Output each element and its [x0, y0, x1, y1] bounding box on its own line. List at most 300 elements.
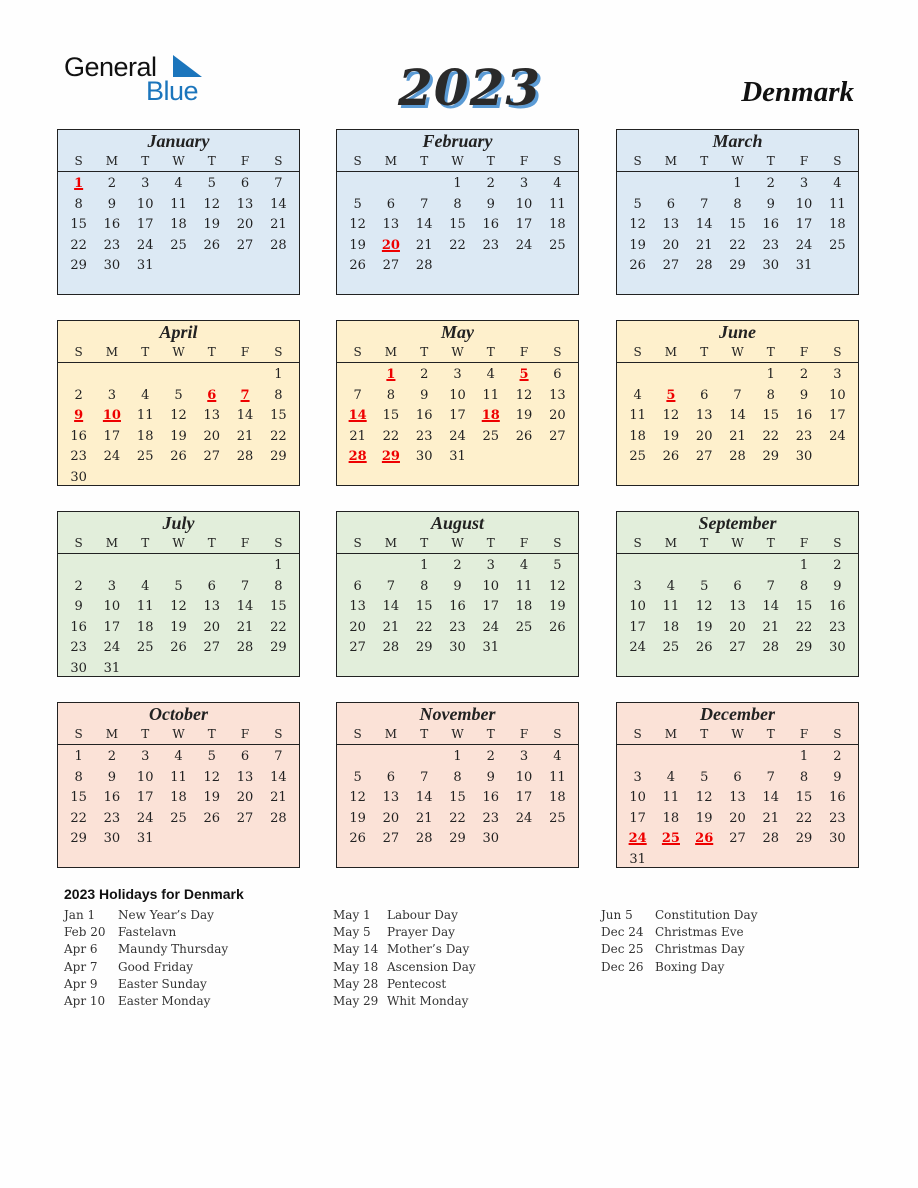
day-cell: 4	[666, 578, 676, 594]
empty-day-cell	[821, 447, 854, 468]
day-cell: 2	[486, 749, 495, 764]
holiday-name: Christmas Eve	[655, 925, 744, 940]
holiday-name: Good Friday	[118, 959, 194, 974]
empty-day-cell	[62, 365, 95, 386]
empty-day-cell	[162, 829, 195, 850]
weekday-header-row	[337, 343, 578, 363]
day-cell: 10	[829, 387, 846, 403]
weekday-label: W	[172, 727, 185, 741]
day-cell: 25	[662, 640, 680, 656]
weekday-label: T	[700, 154, 709, 168]
day-cell: 4	[553, 176, 562, 191]
day-cell: 20	[549, 408, 566, 424]
day-grid	[58, 363, 299, 489]
day-cell: 26	[629, 258, 646, 274]
empty-day-cell	[162, 556, 195, 577]
day-cell: 5	[207, 749, 216, 764]
day-cell: 20	[236, 217, 254, 233]
day-cell: 17	[515, 217, 533, 233]
week-row	[58, 597, 299, 618]
empty-day-cell	[95, 468, 128, 489]
empty-day-cell	[654, 174, 687, 195]
day-cell: 23	[829, 810, 846, 826]
holiday-day-cell: 14	[348, 408, 367, 424]
weekday-label: T	[486, 727, 495, 741]
week-row	[58, 659, 299, 680]
weekday-label: F	[799, 536, 809, 550]
day-grid	[58, 554, 299, 680]
day-cell: 24	[136, 810, 154, 826]
week-row	[617, 809, 858, 830]
weekday-label: S	[633, 154, 642, 168]
month-december	[616, 702, 859, 868]
empty-day-cell	[654, 365, 687, 386]
day-cell: 2	[420, 367, 429, 382]
day-cell: 21	[236, 428, 254, 444]
day-cell: 9	[420, 387, 429, 403]
holiday-date: Jan 1	[64, 908, 96, 922]
day-cell: 11	[662, 790, 680, 806]
day-cell: 15	[795, 599, 813, 615]
weekday-label: F	[799, 154, 809, 168]
weekday-label: W	[172, 345, 185, 359]
day-cell: 13	[695, 408, 713, 424]
holiday-date: Jun 5	[601, 908, 633, 922]
holiday-item	[333, 924, 476, 941]
day-cell: 14	[270, 196, 287, 212]
day-cell: 12	[170, 599, 187, 615]
weekday-header-row	[58, 725, 299, 745]
day-cell: 2	[107, 749, 117, 764]
day-cell: 3	[486, 558, 495, 573]
day-cell: 19	[549, 599, 566, 615]
day-cell: 15	[449, 790, 466, 806]
day-cell: 3	[107, 578, 117, 594]
day-cell: 6	[207, 578, 216, 594]
day-cell: 26	[170, 449, 187, 465]
day-cell: 5	[633, 196, 642, 212]
week-row	[58, 577, 299, 598]
weekday-label: T	[141, 536, 150, 550]
day-cell: 10	[629, 790, 646, 806]
day-cell: 2	[453, 558, 462, 573]
weekday-label: F	[799, 727, 809, 741]
holiday-date: Dec 24	[601, 925, 644, 940]
day-cell: 11	[549, 196, 566, 212]
weekday-header-row	[337, 534, 578, 554]
day-cell: 29	[795, 831, 813, 847]
weekday-label: S	[553, 154, 562, 168]
day-cell: 19	[695, 619, 713, 635]
day-cell: 8	[274, 387, 283, 403]
day-cell: 14	[415, 790, 433, 806]
day-grid	[617, 554, 858, 659]
weekday-label: F	[519, 536, 529, 550]
day-cell: 23	[415, 428, 433, 444]
weekday-label: T	[700, 536, 709, 550]
holiday-day-cell: 5	[666, 387, 676, 403]
day-cell: 30	[482, 831, 500, 847]
day-cell: 19	[203, 217, 221, 233]
day-cell: 26	[203, 810, 221, 826]
day-cell: 24	[136, 237, 154, 253]
week-row	[337, 236, 578, 257]
week-row	[337, 195, 578, 216]
empty-day-cell	[129, 659, 162, 680]
holiday-item	[333, 941, 476, 958]
day-cell: 9	[833, 769, 842, 785]
day-cell: 8	[274, 578, 283, 594]
day-cell: 14	[762, 599, 780, 615]
day-cell: 17	[103, 428, 121, 444]
day-cell: 6	[666, 196, 676, 212]
week-row	[617, 638, 858, 659]
day-cell: 10	[482, 578, 500, 594]
weekday-label: M	[105, 345, 119, 359]
weekday-label: F	[799, 345, 809, 359]
day-cell: 15	[449, 217, 466, 233]
day-cell: 3	[633, 769, 642, 785]
day-cell: 31	[482, 640, 500, 656]
day-cell: 8	[733, 196, 742, 212]
empty-day-cell	[754, 850, 787, 871]
day-cell: 22	[762, 428, 780, 444]
weekday-label: T	[420, 345, 429, 359]
day-cell: 25	[829, 237, 846, 253]
empty-day-cell	[474, 447, 507, 468]
weekday-label: T	[486, 536, 495, 550]
day-cell: 27	[549, 428, 566, 444]
week-row	[58, 174, 299, 195]
week-row	[337, 215, 578, 236]
day-cell: 26	[695, 640, 713, 656]
day-cell: 17	[136, 217, 154, 233]
weekday-label: W	[731, 154, 744, 168]
country-title: Denmark	[741, 76, 854, 108]
day-cell: 6	[240, 749, 250, 764]
weekday-label: S	[633, 536, 642, 550]
day-cell: 16	[70, 428, 87, 444]
holiday-date: May 14	[333, 942, 379, 957]
weekday-label: T	[766, 345, 775, 359]
month-name: September	[698, 513, 777, 533]
weekday-label: S	[553, 345, 562, 359]
day-cell: 9	[799, 387, 809, 403]
day-cell: 7	[274, 176, 283, 191]
empty-day-cell	[621, 174, 654, 195]
day-cell: 24	[103, 640, 121, 656]
holiday-date: Feb 20	[64, 925, 106, 940]
day-cell: 4	[141, 578, 150, 594]
week-row	[337, 447, 578, 468]
holiday-date: May 1	[333, 908, 371, 922]
empty-day-cell	[621, 747, 654, 768]
day-cell: 16	[829, 790, 846, 806]
empty-day-cell	[228, 468, 261, 489]
day-cell: 5	[353, 769, 362, 785]
day-cell: 28	[382, 640, 400, 656]
week-row	[617, 447, 858, 468]
day-cell: 31	[629, 851, 646, 867]
month-name: July	[162, 513, 195, 533]
day-cell: 9	[107, 769, 117, 785]
weekday-label: M	[384, 727, 398, 741]
week-row	[617, 386, 858, 407]
week-row	[58, 386, 299, 407]
week-row	[617, 215, 858, 236]
calendar-year-title: 2023	[398, 58, 542, 117]
weekday-label: S	[633, 345, 642, 359]
holiday-day-cell: 25	[661, 831, 680, 847]
day-cell: 29	[270, 449, 287, 465]
month-name: June	[718, 322, 756, 342]
holiday-day-cell: 20	[381, 237, 400, 253]
day-cell: 11	[136, 408, 154, 424]
day-cell: 16	[829, 599, 846, 615]
week-row	[617, 256, 858, 277]
weekday-label: S	[274, 727, 283, 741]
day-cell: 3	[141, 749, 150, 764]
empty-day-cell	[341, 747, 374, 768]
day-cell: 19	[515, 408, 533, 424]
weekday-label: T	[420, 727, 429, 741]
empty-day-cell	[374, 174, 407, 195]
holidays-column	[64, 907, 228, 1010]
weekday-label: S	[553, 727, 562, 741]
empty-day-cell	[787, 850, 820, 871]
day-cell: 30	[762, 258, 780, 274]
day-cell: 29	[270, 640, 287, 656]
weekday-label: T	[420, 536, 429, 550]
day-cell: 4	[486, 367, 495, 382]
day-cell: 23	[482, 810, 500, 826]
day-cell: 5	[553, 558, 562, 573]
day-cell: 15	[415, 599, 433, 615]
holiday-day-cell: 24	[628, 831, 647, 847]
week-row	[337, 618, 578, 639]
empty-day-cell	[162, 365, 195, 386]
week-row	[617, 406, 858, 427]
holiday-item	[601, 924, 758, 941]
day-cell: 3	[799, 176, 809, 191]
week-row	[58, 618, 299, 639]
day-cell: 12	[170, 408, 187, 424]
day-cell: 18	[662, 810, 680, 826]
weekday-label: T	[207, 727, 216, 741]
day-cell: 28	[270, 810, 287, 826]
holiday-day-cell: 1	[74, 176, 84, 191]
empty-day-cell	[195, 659, 228, 680]
day-grid	[617, 363, 858, 468]
day-cell: 2	[799, 367, 809, 382]
day-cell: 17	[629, 810, 646, 826]
day-cell: 10	[103, 599, 121, 615]
day-cell: 7	[420, 769, 429, 785]
empty-day-cell	[688, 174, 721, 195]
day-cell: 25	[549, 810, 566, 826]
empty-day-cell	[195, 365, 228, 386]
weekday-label: T	[766, 154, 775, 168]
weekday-label: T	[141, 345, 150, 359]
day-cell: 13	[382, 217, 400, 233]
day-cell: 26	[549, 619, 566, 635]
day-cell: 20	[382, 810, 400, 826]
day-cell: 10	[629, 599, 646, 615]
holiday-date: Apr 9	[64, 976, 98, 991]
day-cell: 2	[486, 176, 495, 191]
week-row	[337, 768, 578, 789]
day-cell: 14	[236, 599, 254, 615]
day-cell: 30	[829, 831, 846, 847]
day-cell: 14	[729, 408, 746, 424]
holiday-day-cell: 1	[386, 367, 396, 382]
day-cell: 23	[795, 428, 813, 444]
empty-day-cell	[374, 556, 407, 577]
empty-day-cell	[374, 747, 407, 768]
day-cell: 21	[762, 810, 780, 826]
day-cell: 9	[766, 196, 775, 212]
empty-day-cell	[62, 556, 95, 577]
day-cell: 28	[236, 449, 254, 465]
weekday-label: M	[664, 345, 678, 359]
day-cell: 17	[629, 619, 646, 635]
weekday-label: S	[74, 536, 83, 550]
empty-day-cell	[341, 174, 374, 195]
day-grid	[337, 554, 578, 659]
day-cell: 22	[382, 428, 400, 444]
day-cell: 6	[733, 578, 742, 594]
weekday-header-row	[617, 534, 858, 554]
day-cell: 30	[449, 640, 466, 656]
day-cell: 13	[729, 599, 746, 615]
day-cell: 19	[349, 810, 366, 826]
month-name: October	[149, 704, 208, 724]
day-cell: 11	[170, 769, 187, 785]
day-cell: 16	[415, 408, 433, 424]
week-row	[617, 174, 858, 195]
day-cell: 1	[274, 558, 283, 573]
weekday-label: M	[664, 727, 678, 741]
day-cell: 28	[415, 831, 433, 847]
weekday-label: W	[451, 154, 464, 168]
holiday-day-cell: 26	[695, 831, 714, 847]
weekday-label: T	[141, 154, 150, 168]
empty-day-cell	[541, 829, 574, 850]
holidays-column	[601, 907, 758, 976]
holiday-item	[64, 959, 228, 976]
day-cell: 24	[103, 449, 121, 465]
day-cell: 24	[515, 810, 533, 826]
empty-day-cell	[474, 256, 507, 277]
day-cell: 22	[449, 810, 466, 826]
day-cell: 16	[482, 790, 500, 806]
week-row	[58, 556, 299, 577]
day-cell: 2	[74, 387, 83, 403]
weekday-label: W	[731, 536, 744, 550]
day-cell: 1	[453, 749, 462, 764]
day-cell: 3	[453, 367, 462, 382]
weekday-label: W	[451, 727, 464, 741]
weekday-label: S	[633, 727, 642, 741]
day-cell: 19	[203, 790, 221, 806]
day-cell: 20	[729, 619, 746, 635]
day-cell: 30	[103, 258, 121, 274]
weekday-label: S	[353, 154, 362, 168]
week-row	[58, 406, 299, 427]
week-row	[337, 809, 578, 830]
day-cell: 15	[762, 408, 780, 424]
week-row	[337, 747, 578, 768]
day-cell: 21	[382, 619, 400, 635]
day-cell: 16	[103, 217, 121, 233]
day-cell: 6	[353, 578, 362, 594]
day-cell: 15	[729, 217, 746, 233]
day-cell: 1	[799, 749, 809, 764]
day-cell: 13	[382, 790, 400, 806]
day-cell: 3	[833, 367, 842, 382]
weekday-label: S	[274, 154, 283, 168]
day-cell: 24	[795, 237, 813, 253]
month-june	[616, 320, 859, 486]
day-cell: 25	[629, 449, 646, 465]
day-cell: 13	[236, 769, 254, 785]
day-cell: 7	[386, 578, 396, 594]
weekday-label: W	[172, 154, 185, 168]
empty-day-cell	[654, 747, 687, 768]
empty-day-cell	[129, 556, 162, 577]
day-cell: 13	[729, 790, 746, 806]
day-cell: 8	[74, 196, 83, 212]
day-cell: 29	[762, 449, 780, 465]
day-cell: 9	[107, 196, 117, 212]
day-cell: 22	[795, 619, 813, 635]
day-cell: 27	[203, 449, 221, 465]
month-january	[57, 129, 300, 295]
day-cell: 10	[136, 769, 154, 785]
day-cell: 10	[136, 196, 154, 212]
day-cell: 3	[107, 387, 117, 403]
day-cell: 5	[700, 769, 709, 785]
empty-day-cell	[688, 747, 721, 768]
holiday-name: Boxing Day	[655, 959, 725, 974]
empty-day-cell	[408, 747, 441, 768]
empty-day-cell	[541, 447, 574, 468]
week-row	[337, 406, 578, 427]
month-name: November	[419, 704, 496, 724]
holiday-item	[333, 976, 476, 993]
weekday-label: T	[207, 345, 216, 359]
day-cell: 14	[270, 769, 287, 785]
weekday-header-row	[58, 343, 299, 363]
weekday-label: T	[141, 727, 150, 741]
empty-day-cell	[262, 256, 295, 277]
day-cell: 28	[695, 258, 713, 274]
week-row	[617, 829, 858, 850]
empty-day-cell	[162, 468, 195, 489]
holiday-date: Apr 7	[64, 959, 98, 974]
day-cell: 28	[415, 258, 433, 274]
day-cell: 9	[74, 599, 83, 615]
weekday-label: T	[700, 727, 709, 741]
holiday-item	[333, 993, 476, 1010]
month-name: December	[700, 704, 775, 724]
day-cell: 18	[829, 217, 846, 233]
day-cell: 25	[515, 619, 533, 635]
weekday-label: F	[240, 536, 250, 550]
weekday-label: F	[519, 345, 529, 359]
week-row	[617, 788, 858, 809]
day-cell: 20	[203, 619, 221, 635]
